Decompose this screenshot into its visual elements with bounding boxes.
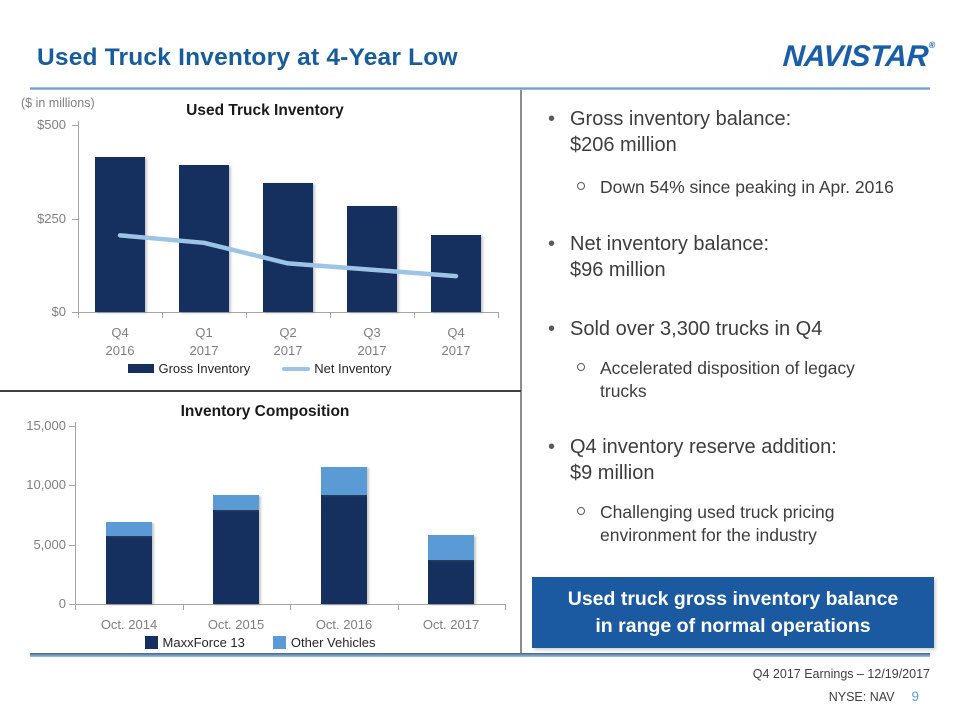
y-tick-mark [69, 545, 75, 546]
bullet-text: Down 54% since peaking in Apr. 2016 [600, 177, 894, 197]
inventory-composition-chart [0, 395, 520, 655]
navistar-logo [782, 40, 936, 74]
y-tick-mark [72, 219, 78, 220]
bar-segment [95, 157, 145, 312]
category-label: Oct. 2017 [422, 617, 480, 632]
y-tick-mark [69, 426, 75, 427]
bullet-item [548, 231, 938, 283]
navistar-logo-text: NAVISTAR [782, 40, 930, 73]
y-tick-label: 10,000 [26, 477, 66, 493]
bullet-text: Net inventory balance: $96 million [570, 233, 770, 281]
category-label: Q1 2017 [189, 325, 219, 358]
bullet-item [548, 316, 938, 342]
bar-segment [213, 510, 259, 604]
x-tick-mark [398, 604, 399, 610]
page-number: 9 [911, 689, 919, 704]
banner-line-1: Used truck gross inventory balance [567, 588, 899, 610]
bar-segment [321, 495, 367, 604]
legend-square-swatch [145, 636, 158, 649]
units-note: ($ in millions) [21, 96, 95, 110]
bar-segment [106, 522, 152, 536]
x-tick-mark [78, 312, 79, 318]
y-axis-line [75, 422, 76, 605]
category-label: Oct. 2014 [100, 617, 158, 632]
legend-item [282, 361, 391, 376]
legend-label: MaxxForce 13 [162, 635, 245, 650]
bullet-text: Sold over 3,300 trucks in Q4 [570, 318, 823, 340]
x-tick-mark [246, 312, 247, 318]
bullet-dot-marker: • [548, 233, 556, 255]
y-tick-label: 15,000 [26, 418, 66, 433]
chart-legend [0, 361, 520, 376]
bullet-text: Challenging used truck pricing environment for the industry [600, 502, 835, 545]
x-axis-line [78, 312, 498, 313]
bullet-text: Accelerated disposition of legacy trucks [600, 358, 855, 401]
legend-square-swatch [273, 636, 286, 649]
header-rule [30, 87, 930, 90]
category-label: Oct. 2015 [207, 617, 265, 632]
legend-label: Net Inventory [314, 361, 392, 376]
bullet-item [577, 357, 877, 403]
bullet-text: Q4 inventory reserve addition: $9 million [570, 436, 837, 484]
registered-mark: ® [928, 40, 937, 50]
category-label: Q3 2017 [357, 325, 387, 358]
y-axis-line [78, 121, 79, 313]
category-label: Oct. 2016 [315, 617, 373, 632]
bar-segment [431, 235, 481, 312]
category-label: Q4 2017 [441, 325, 471, 358]
bullet-dot-marker: • [548, 108, 556, 130]
x-tick-mark [183, 604, 184, 610]
legend-rect-swatch [128, 364, 154, 373]
x-tick-mark [290, 604, 291, 610]
bar-segment [106, 536, 152, 604]
bullet-item [548, 434, 938, 486]
legend-item [145, 635, 245, 650]
x-tick-mark [162, 312, 163, 318]
bullet-dot-marker: • [548, 318, 556, 340]
bullet-item [577, 501, 877, 547]
bullet-item [548, 106, 938, 158]
footer-earnings: Q4 2017 Earnings – 12/19/2017 [752, 667, 930, 681]
chart-title: Used Truck Inventory [186, 102, 344, 119]
x-tick-mark [75, 604, 76, 610]
vertical-divider [520, 90, 522, 655]
x-tick-mark [498, 312, 499, 318]
bullet-item [577, 176, 927, 199]
legend-label: Gross Inventory [158, 361, 251, 376]
y-tick-label: $500 [37, 117, 66, 132]
y-tick-label: 0 [58, 596, 66, 611]
legend-item [128, 361, 250, 376]
legend-line-swatch [282, 367, 310, 371]
bullet-circle-marker [577, 507, 585, 515]
legend-label: Other Vehicles [290, 635, 376, 650]
bar-segment [213, 495, 259, 510]
bullet-circle-marker [577, 363, 585, 371]
footer-ticker-row [829, 689, 919, 704]
legend-item [273, 635, 376, 650]
bullet-circle-marker [577, 182, 585, 190]
bullet-text: Gross inventory balance: $206 million [570, 108, 792, 156]
bar-segment [263, 183, 313, 312]
x-tick-mark [505, 604, 506, 610]
bullet-dot-marker: • [548, 436, 556, 458]
chart-title: Inventory Composition [180, 403, 350, 420]
bar-segment [428, 560, 474, 604]
y-tick-label: $250 [37, 210, 66, 226]
y-tick-mark [72, 125, 78, 126]
banner-line-2: in range of normal operations [595, 614, 871, 637]
page-title: Used Truck Inventory at 4-Year Low [37, 44, 458, 71]
category-label: Q2 2017 [273, 325, 303, 358]
category-label: Q4 2016 [105, 325, 135, 358]
highlight-banner [532, 577, 934, 648]
y-tick-mark [69, 485, 75, 486]
used-truck-inventory-chart [0, 95, 520, 391]
bar-segment [428, 535, 474, 560]
x-tick-mark [414, 312, 415, 318]
bar-segment [321, 467, 367, 495]
footer-ticker: NYSE: NAV [828, 690, 895, 704]
y-tick-label: 5,000 [33, 536, 66, 552]
chart-legend [0, 635, 520, 650]
x-tick-mark [330, 312, 331, 318]
bar-segment [179, 165, 229, 312]
bar-segment [347, 206, 397, 312]
y-tick-label: $0 [51, 304, 66, 319]
